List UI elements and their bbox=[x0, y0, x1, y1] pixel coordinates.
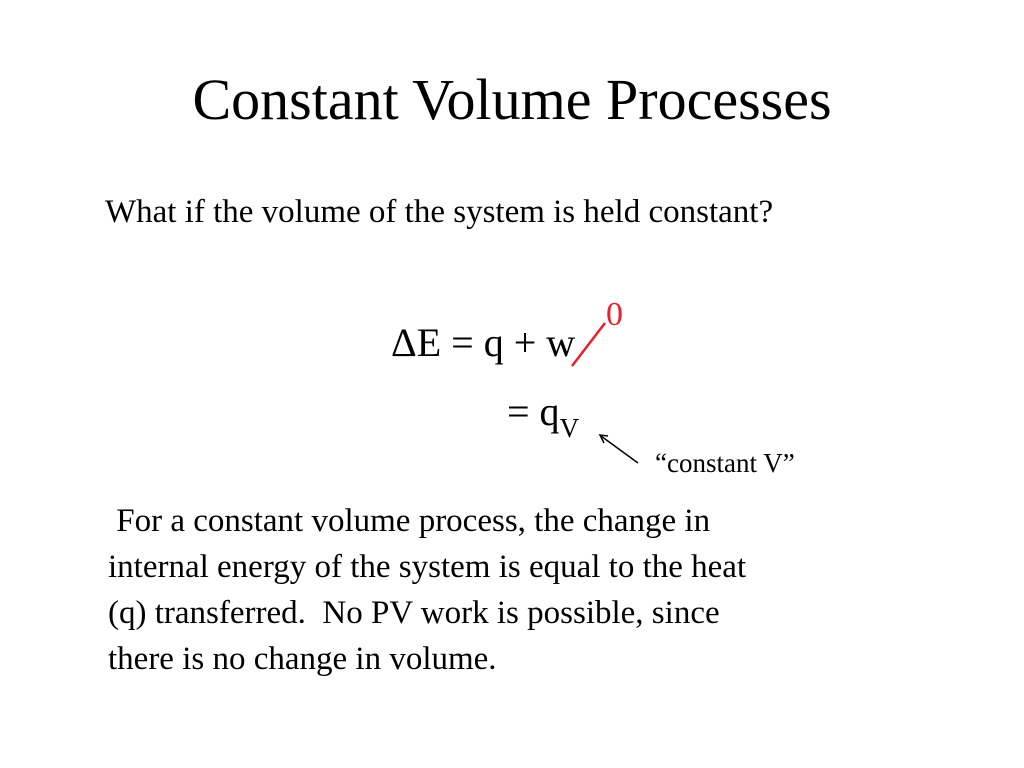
paragraph-line-2: internal energy of the system is equal to the heat bbox=[108, 549, 747, 585]
arrow-shaft bbox=[601, 436, 638, 463]
equation-line-2-main: = q bbox=[507, 389, 560, 434]
slide-title: Constant Volume Processes bbox=[192, 67, 832, 132]
annotation-label: “constant V” bbox=[655, 448, 795, 478]
equation-subscript: V bbox=[559, 413, 580, 443]
paragraph-line-1: For a constant volume process, the change in bbox=[108, 503, 711, 539]
paragraph-line-3: (q) transferred. No PV work is possible, since bbox=[108, 595, 720, 631]
question-text: What if the volume of the system is held constant? bbox=[105, 194, 774, 230]
paragraph-line-4: there is no change in volume. bbox=[108, 641, 497, 677]
explanation-paragraph bbox=[108, 498, 898, 682]
equation-line-1: ΔE = q + w bbox=[391, 320, 576, 365]
work-zero-label: 0 bbox=[606, 296, 623, 333]
